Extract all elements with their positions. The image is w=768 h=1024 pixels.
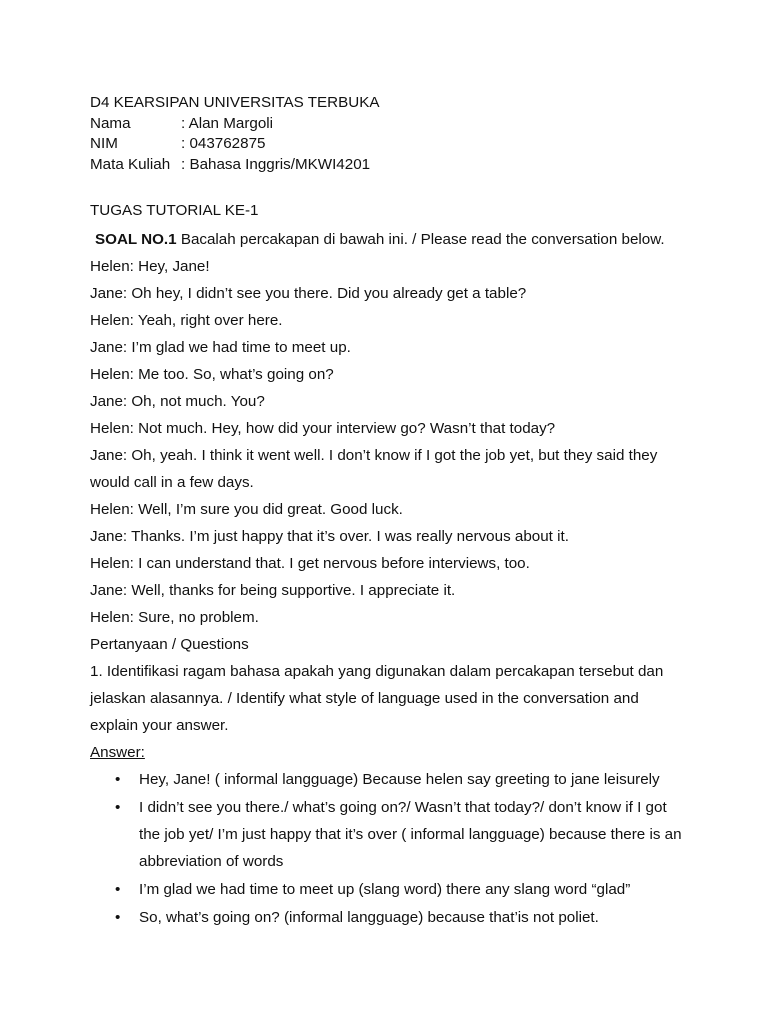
document-header [90, 93, 379, 175]
course-row [90, 155, 379, 176]
bullet-icon: • [115, 909, 121, 926]
field-value-nim: : 043762875 [181, 135, 266, 152]
answer-item [90, 904, 690, 931]
conversation-line: Jane: I’m glad we had time to meet up. [90, 339, 351, 356]
field-value-nama: : Alan Margoli [181, 114, 274, 132]
assignment-title: TUGAS TUTORIAL KE-1 [90, 202, 259, 219]
conversation-line: Helen: Hey, Jane! [90, 258, 210, 275]
soal-text: Bacalah percakapan di bawah ini. / Please read the conversation below. [176, 231, 665, 248]
student-nim-row [90, 134, 379, 155]
answer-item-text: So, what’s going on? (informal langguage) because that’is not poliet. [139, 909, 599, 926]
conversation-line: Helen: Me too. So, what’s going on? [90, 366, 334, 383]
conversation-line: Jane: Oh, not much. You? [90, 393, 265, 410]
conversation-line: Helen: Not much. Hey, how did your interview go? Wasn’t that today? [90, 420, 556, 437]
document-body [90, 226, 690, 931]
student-name-row [90, 114, 379, 135]
conversation-line: Helen: Well, I’m sure you did great. Good luck. [90, 501, 403, 518]
conversation-line: Jane: Thanks. I’m just happy that it’s over. I was really nervous about it. [90, 528, 569, 545]
conversation-line: Helen: Sure, no problem. [90, 609, 259, 626]
answer-item [90, 766, 690, 793]
answer-item [90, 876, 690, 903]
conversation-line: Helen: I can understand that. I get nervous before interviews, too. [90, 555, 530, 572]
conversation-line: Jane: Oh, yeah. I think it went well. I don’t know if I got the job yet, but they said they would call in a few days. [90, 447, 658, 491]
answer-label-text: Answer: [90, 744, 145, 761]
soal-label: SOAL NO.1 [95, 231, 177, 248]
answer-list [90, 766, 690, 931]
conversation-line: Jane: Well, thanks for being supportive. I appreciate it. [90, 582, 456, 599]
soal-instruction [90, 226, 690, 253]
bullet-icon: • [115, 881, 121, 898]
answer-item-text: Hey, Jane! ( informal langguage) Because helen say greeting to jane leisurely [139, 771, 660, 788]
questions-heading: Pertanyaan / Questions [90, 636, 249, 653]
answer-item-text: I’m glad we had time to meet up (slang word) there any slang word “glad” [139, 881, 631, 898]
answer-item [90, 794, 690, 875]
field-label-mata-kuliah: Mata Kuliah [90, 155, 171, 173]
answer-item-text: I didn’t see you there./ what’s going on?/ Wasn’t that today?/ don’t know if I got the job yet/ I’m just happy that it’s over ( informal langguage) because there is an abbreviation of words [139, 799, 682, 870]
question-1: 1. Identifikasi ragam bahasa apakah yang digunakan dalam percakapan tersebut dan jelaskan alasannya. / Identify what style of language used in the conversation and explain your answer. [90, 663, 664, 734]
answer-label [90, 739, 690, 766]
conversation-line: Jane: Oh hey, I didn’t see you there. Did you already get a table? [90, 285, 527, 302]
conversation-line: Helen: Yeah, right over here. [90, 312, 283, 329]
institution-title: D4 KEARSIPAN UNIVERSITAS TERBUKA [90, 94, 380, 111]
bullet-icon: • [115, 771, 121, 788]
field-label-nim: NIM [90, 135, 118, 152]
bullet-icon: • [115, 799, 121, 816]
field-label-nama: Nama [90, 114, 131, 132]
field-value-mata-kuliah: : Bahasa Inggris/MKWI4201 [181, 155, 371, 173]
